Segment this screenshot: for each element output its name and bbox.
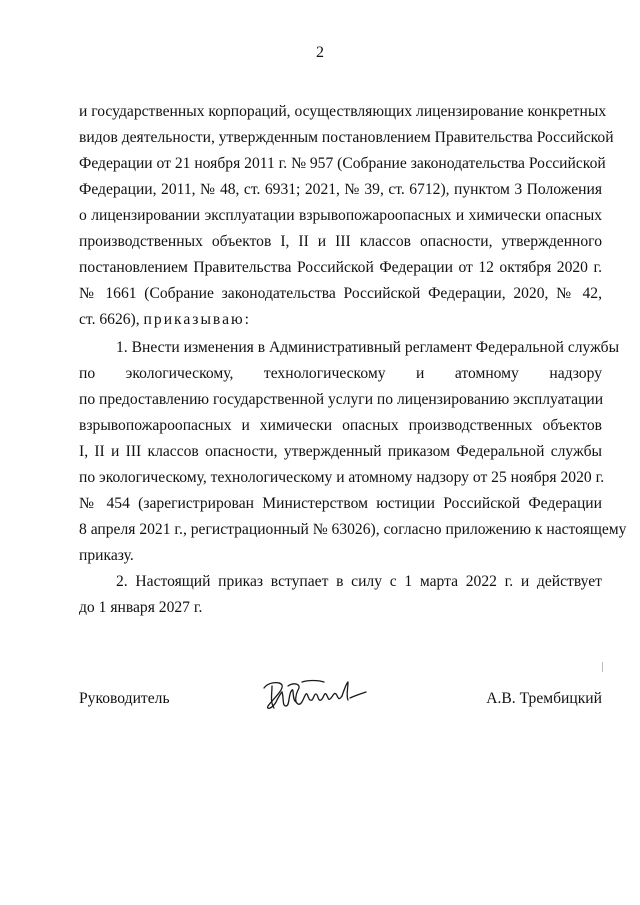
signer-title: Руководитель (79, 690, 170, 707)
item2-line: до 1 января 2027 г. (79, 599, 203, 616)
text-line-order (79, 310, 602, 330)
item1-line: 1. Внести изменения в Административный регламент Федеральной службы (116, 339, 620, 356)
item1-line: 8 апреля 2021 г., регистрационный № 63026), согласно приложению к настоящему (79, 521, 627, 538)
text-line: видов деятельности, утвержденным постановлением Правительства Российской (79, 129, 614, 146)
scan-mark (602, 662, 603, 672)
order-prefix: ст. 6626), (79, 311, 144, 328)
text-line: постановлением Правительства Российской Федерации от 12 октября 2020 г. (79, 259, 602, 276)
item1-line: I, II и III классов опасности, утвержденный приказом Федеральной службы (79, 443, 602, 460)
text-line: Федерации, 2011, № 48, ст. 6931; 2021, № 39, ст. 6712), пунктом 3 Положения (79, 181, 602, 198)
text-line: о лицензировании эксплуатации взрывопожароопасных и химически опасных (79, 207, 602, 224)
text-line: № 1661 (Собрание законодательства Российской Федерации, 2020, № 42, (79, 285, 602, 302)
text-line: и государственных корпораций, осуществляющих лицензирование конкретных (79, 103, 607, 120)
item1-line: по предоставлению государственной услуги по лицензированию эксплуатации (79, 391, 604, 408)
item1-line: приказу. (79, 547, 134, 564)
item1-line: по экологическому, технологическому и атомному надзору (79, 365, 602, 382)
signer-name: А.В. Трембицкий (486, 690, 602, 707)
order-word: приказываю: (143, 311, 251, 328)
text-line: Федерации от 21 ноября 2011 г. № 957 (Собрание законодательства Российской (79, 155, 606, 172)
item2-line: 2. Настоящий приказ вступает в силу с 1 марта 2022 г. и действует (116, 573, 602, 590)
handwritten-signature (258, 676, 370, 716)
item1-line: № 454 (зарегистрирован Министерством юстиции Российской Федерации (79, 495, 602, 512)
item1-line: взрывопожароопасных и химически опасных производственных объектов (79, 417, 602, 434)
page-number: 2 (316, 44, 324, 61)
text-line: производственных объектов I, II и III классов опасности, утвержденного (79, 233, 602, 250)
item1-line: по экологическому, технологическому и атомному надзору от 25 ноября 2020 г. (79, 469, 605, 486)
